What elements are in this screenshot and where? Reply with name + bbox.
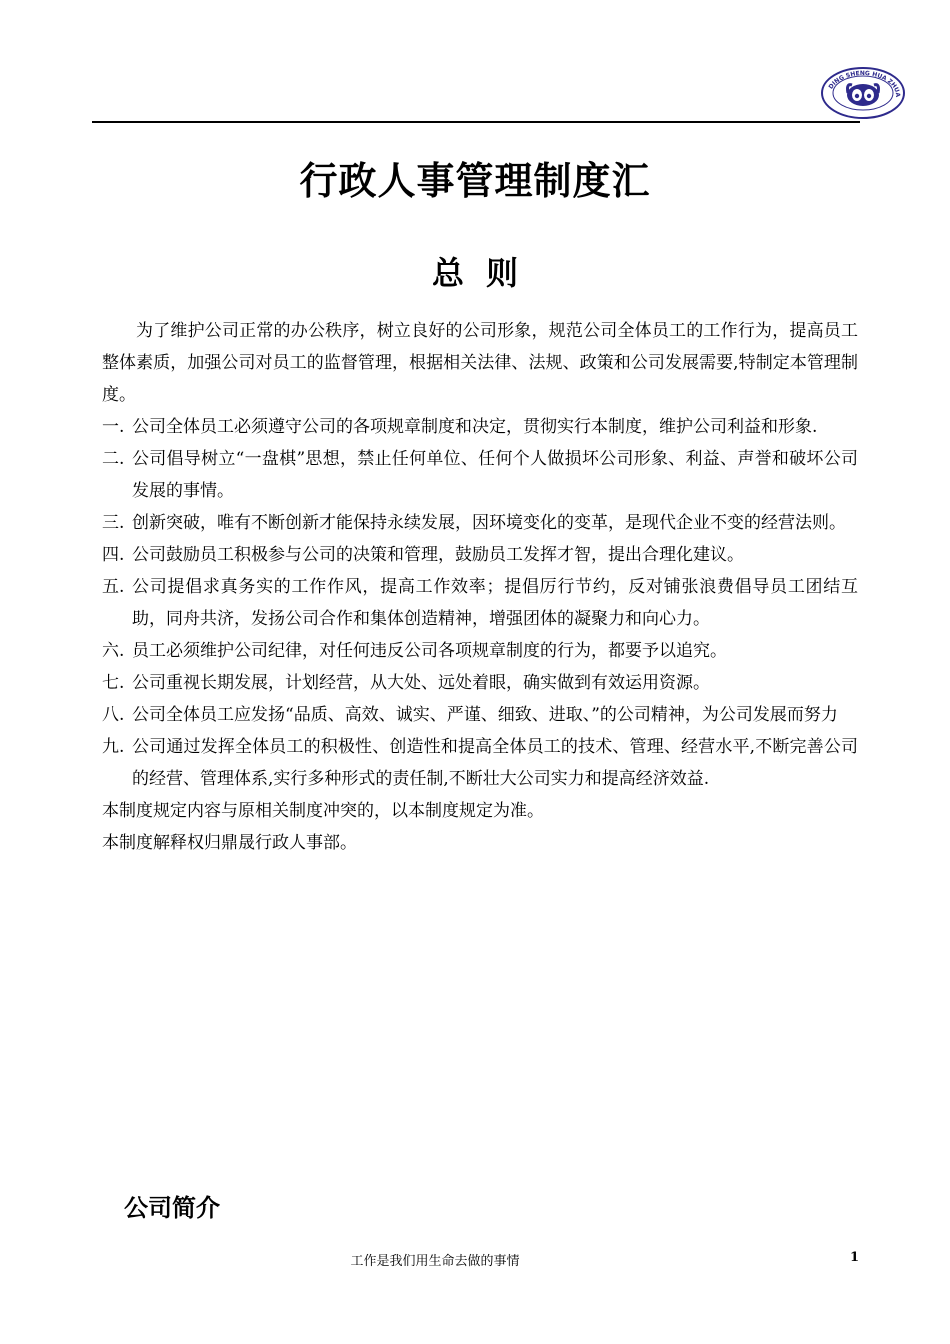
clause-text: 公司通过发挥全体员工的积极性、创造性和提高全体员工的技术、管理、经营水平,不断完善公司的经营、管理体系,实行多种形式的责任制,不断壮大公司实力和提高经济效益. [132,737,858,789]
clause-number: 一. [102,417,125,437]
closing-line: 本制度解释权归鼎晟行政人事部。 [102,833,357,853]
clause-text: 公司全体员工应发扬“品质、高效、诚实、严谨、细致、进取、”的公司精神，为公司发展而努力 [132,705,838,725]
clause-number: 二. [102,449,125,469]
header-divider [92,121,860,123]
clause-text: 员工必须维护公司纪律，对任何违反公司各项规章制度的行为，都要予以追究。 [132,641,727,661]
clause-number: 四. [102,545,125,565]
clause-item [102,731,858,795]
company-seal-logo-icon [820,66,906,120]
document-title: 行政人事管理制度汇 [299,159,651,203]
intro-paragraph: 为了维护公司正常的办公秩序，树立良好的公司形象，规范公司全体员工的工作行为，提高员工整体素质，加强公司对员工的监督管理，根据相关法律、法规、政策和公司发展需要,特制定本管理制度。 [102,321,858,405]
clause-item [102,443,858,507]
clause-list [102,411,858,795]
clause-number: 九. [102,737,125,757]
clause-item [102,667,858,699]
clause-text: 公司提倡求真务实的工作作风，提高工作效率；提倡厉行节约，反对铺张浪费倡导员工团结互助，同舟共济，发扬公司合作和集体创造精神，增强团体的凝聚力和向心力。 [132,577,858,629]
clause-number: 六. [102,641,125,661]
page-number: 1 [850,1250,860,1265]
clause-number: 八. [102,705,125,725]
clause-text: 公司倡导树立“一盘棋”思想，禁止任何单位、任何个人做损坏公司形象、利益、声誉和破坏公司发展的事情。 [132,449,858,501]
clause-item [102,539,858,571]
clause-item [102,411,858,443]
svg-text:DING SHENG HUA ZHUANG PIN: DING SHENG HUA ZHUA [827,69,902,98]
clause-text: 创新突破，唯有不断创新才能保持永续发展，因环境变化的变革，是现代企业不变的经营法则。 [132,513,846,533]
clause-item [102,507,858,539]
clause-text: 公司重视长期发展，计划经营，从大处、远处着眼，确实做到有效运用资源。 [132,673,710,693]
document-body [102,315,858,859]
closing-line: 本制度规定内容与原相关制度冲突的，以本制度规定为准。 [102,801,544,821]
clause-text: 公司全体员工必须遵守公司的各项规章制度和决定，贯彻实行本制度，维护公司利益和形象. [132,417,818,437]
clause-item [102,635,858,667]
section-title: 总则 [431,254,540,292]
footer-motto: 工作是我们用生命去做的事情 [350,1254,520,1269]
clause-item [102,699,858,731]
clause-number: 三. [102,513,125,533]
clause-number: 七. [102,673,125,693]
clause-text: 公司鼓励员工积极参与公司的决策和管理，鼓励员工发挥才智，提出合理化建议。 [132,545,744,565]
clause-number: 五. [102,577,125,597]
company-intro-heading: 公司简介 [124,1194,220,1222]
clause-item [102,571,858,635]
